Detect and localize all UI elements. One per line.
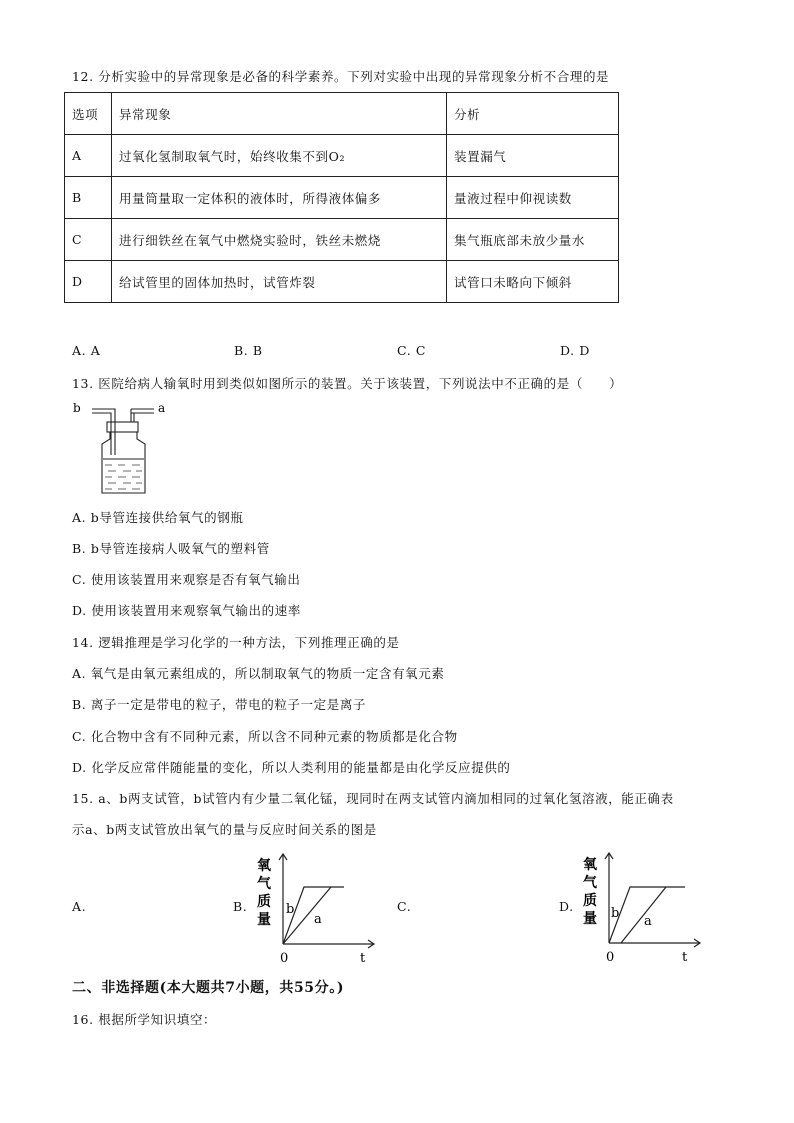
q15-option-a[interactable]: A. <box>72 899 87 914</box>
table-cell: 集气瓶底部未放少量水 <box>447 219 619 261</box>
q15-stem-line2: 示a、b两支试管放出氧气的量与反应时间关系的图是 <box>72 822 377 837</box>
table-header-cell: 异常现象 <box>112 93 447 135</box>
curve-label-a: a <box>314 912 322 927</box>
q14-option-b[interactable]: B. 离子一定是带电的粒子，带电的粒子一定是离子 <box>72 697 367 712</box>
graph-ylabel-char: 气 <box>583 875 597 891</box>
x-axis-label: t <box>360 951 366 966</box>
origin-label: 0 <box>606 950 615 965</box>
curve-label-b: b <box>286 902 295 917</box>
q12-option-a[interactable]: A. A <box>72 343 101 358</box>
table-cell: 用量筒量取一定体积的液体时，所得液体偏多 <box>112 177 447 219</box>
graph-option-b <box>252 850 382 970</box>
tube-label-a: a <box>158 401 166 415</box>
q12-stem: 12. 分析实验中的异常现象是必备的科学素养。下列对实验中出现的异常现象分析不合理的是 <box>72 69 610 84</box>
table-cell: 装置漏气 <box>447 135 619 177</box>
graph-ylabel-char: 气 <box>257 876 271 892</box>
gas-washing-bottle-figure <box>70 397 180 499</box>
table-header-cell: 选项 <box>65 93 112 135</box>
q12-option-d[interactable]: D. D <box>560 343 590 358</box>
graph-ylabel-char: 量 <box>257 912 271 928</box>
q12-table <box>64 92 619 303</box>
q13-stem: 13. 医院给病人输氧时用到类似如图所示的装置。关于该装置，下列说法中不正确的是（ ） <box>72 376 623 391</box>
table-cell: 给试管里的固体加热时，试管炸裂 <box>112 261 447 303</box>
table-header-row <box>65 93 619 135</box>
q14-option-d[interactable]: D. 化学反应常伴随能量的变化，所以人类利用的能量都是由化学反应提供的 <box>72 760 511 775</box>
q15-option-d[interactable]: D. <box>559 899 574 914</box>
graph-ylabel-char: 质 <box>257 894 271 910</box>
graph-ylabel-char: 量 <box>583 911 597 927</box>
curve-label-b: b <box>611 906 620 921</box>
table-cell: A <box>65 135 112 177</box>
table-cell: 量液过程中仰视读数 <box>447 177 619 219</box>
origin-label: 0 <box>280 951 289 966</box>
q15-option-b[interactable]: B. <box>233 899 248 914</box>
table-cell: 进行细铁丝在氧气中燃烧实验时，铁丝未燃烧 <box>112 219 447 261</box>
tube-label-b: b <box>73 401 81 415</box>
q14-option-a[interactable]: A. 氧气是由氧元素组成的，所以制取氧气的物质一定含有氧元素 <box>72 666 445 681</box>
table-row <box>65 135 619 177</box>
table-row <box>65 261 619 303</box>
q15-stem-line1: 15. a、b两支试管，b试管内有少量二氧化锰，现同时在两支试管内滴加相同的过氧化氢溶液，能正确表 <box>72 791 674 806</box>
table-header-cell: 分析 <box>447 93 619 135</box>
section-title: 二、非选择题(本大题共7小题，共55分。) <box>72 980 345 996</box>
table-cell: 试管口未略向下倾斜 <box>447 261 619 303</box>
table-cell: 过氧化氢制取氧气时，始终收集不到O₂ <box>112 135 447 177</box>
table-row <box>65 177 619 219</box>
q15-option-c[interactable]: C. <box>397 899 412 914</box>
q13-option-a[interactable]: A. b导管连接供给氧气的钢瓶 <box>72 510 244 525</box>
graph-ylabel-char: 氧 <box>257 858 271 874</box>
graph-ylabel-char: 质 <box>583 893 597 909</box>
q14-option-c[interactable]: C. 化合物中含有不同种元素，所以含不同种元素的物质都是化合物 <box>72 729 458 744</box>
q13-option-b[interactable]: B. b导管连接病人吸氧气的塑料管 <box>72 541 270 556</box>
curve-label-a: a <box>644 914 652 929</box>
x-axis-label: t <box>682 950 688 965</box>
graph-ylabel-char: 氧 <box>583 857 597 873</box>
q12-option-b[interactable]: B. B <box>234 343 263 358</box>
table-cell: C <box>65 219 112 261</box>
table-cell: D <box>65 261 112 303</box>
q14-stem: 14. 逻辑推理是学习化学的一种方法，下列推理正确的是 <box>72 635 400 650</box>
q13-option-c[interactable]: C. 使用该装置用来观察是否有氧气输出 <box>72 572 301 587</box>
q16-stem: 16. 根据所学知识填空： <box>72 1012 217 1027</box>
table-row <box>65 219 619 261</box>
graph-option-d <box>578 849 708 969</box>
table-cell: B <box>65 177 112 219</box>
q13-option-d[interactable]: D. 使用该装置用来观察氧气输出的速率 <box>72 603 301 618</box>
q12-option-c[interactable]: C. C <box>397 343 427 358</box>
